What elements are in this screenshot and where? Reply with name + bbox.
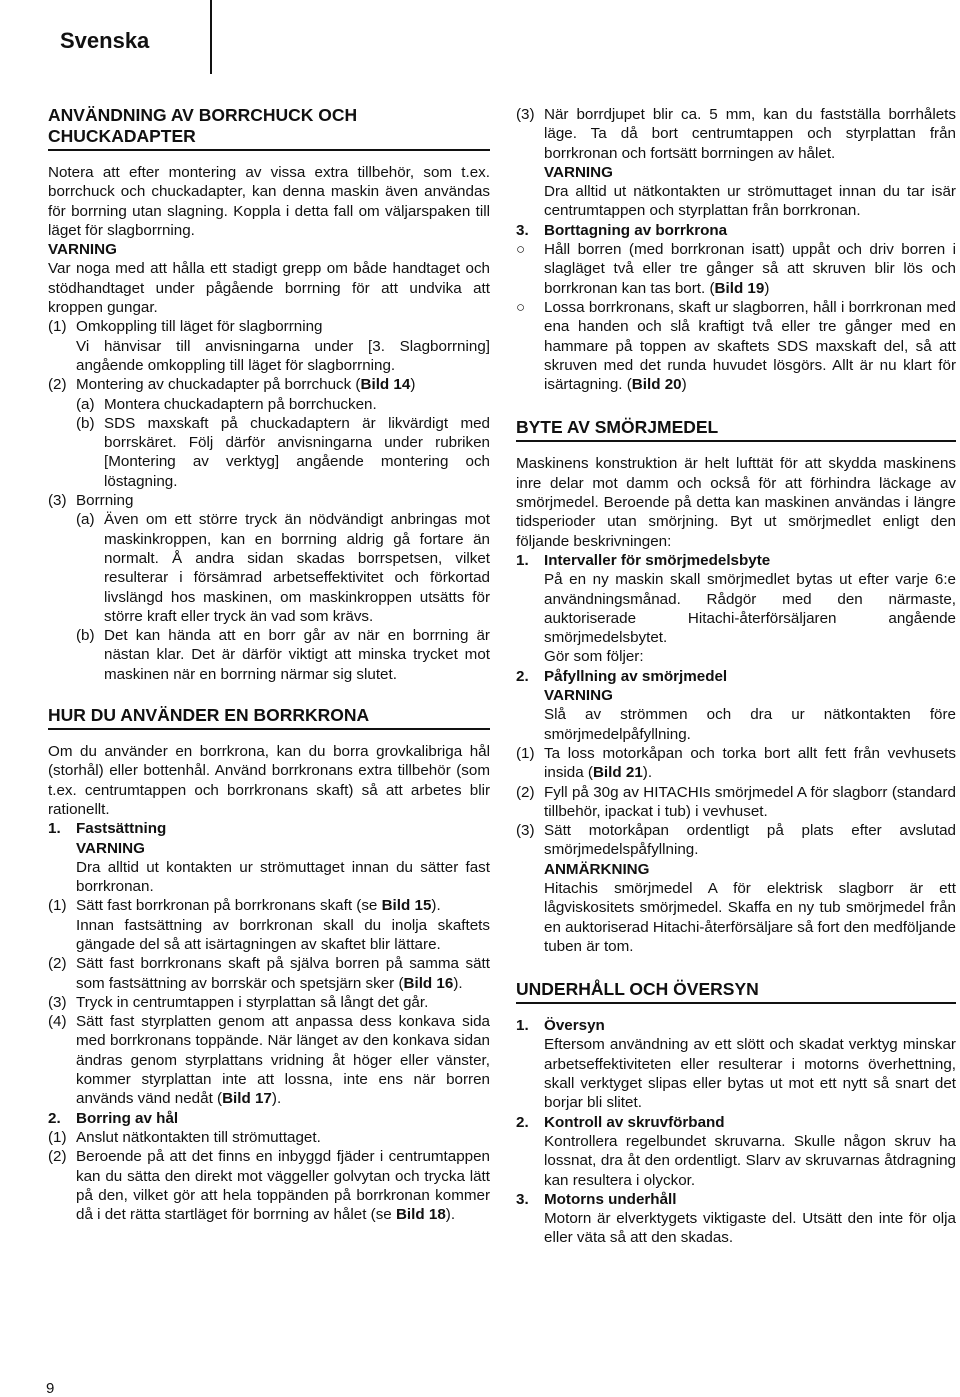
paragraph: Notera att efter montering av vissa extra tillbehör, som t.ex. borrchuck och chuckadapter, kan denna maskin även användas för borrning utan slagning. Koppla i detta fall om väljarspaken till läget för slagborrning. <box>48 164 490 239</box>
paragraph: På en ny maskin skall smörjmedlet bytas ut efter varje 6:e användningsmånad. Rådgör med den närmaste, auktoriserade Hitachi-återförsäljaren angående smörjmedelsbytet. <box>544 571 956 647</box>
item-text: Borrning <box>76 492 134 510</box>
item-number: (2) <box>48 376 67 394</box>
note-label: ANMÄRKNING <box>544 860 650 878</box>
figure-ref: Bild 16 <box>403 974 454 992</box>
list-item <box>48 491 490 684</box>
paragraph: Motorn är elverktygets viktigaste del. Utsätt den inte för olja eller väta så att den skadas. <box>544 1210 956 1247</box>
section-heading-borrkrona: HUR DU ANVÄNDER EN BORRKRONA <box>48 705 490 730</box>
numbered-heading: 3. Motorns underhåll <box>516 1190 677 1208</box>
numbered-heading: 2. Påfyllning av smörjmedel <box>516 667 728 685</box>
section-heading-underhall: UNDERHÅLL OCH ÖVERSYN <box>516 979 956 1004</box>
list-item: (3) När borrdjupet blir ca. 5 mm, kan du fastställa borrhålets läge. Ta då bort centrumtappen och styrplattan från borrkronan och fortsätt borrningen av hålet. VARNING Dra alltid ut nätkontakten ur strömuttaget innan du tar isär centrumtappen och styrplattan från borrkronan. <box>516 106 956 220</box>
list-item: (2) Beroende på att det finns en inbyggd fjäder i centrumtappen kan du sätta den direkt mot väggeller golvytan och trycka lätt på den, vilket gör att hela toppänden på borrkronan kommer då i det rätta startläget för borrning av hålet (se Bild 18). <box>48 1148 490 1224</box>
numbered-heading: 2. Kontroll av skruvförband <box>516 1113 725 1131</box>
figure-ref: Bild 21 <box>592 764 643 782</box>
circle-bullet-icon: ○ <box>516 241 526 259</box>
right-column <box>516 105 956 1248</box>
sub-item: (b) SDS maxskaft på chuckadaptern är likvärdigt med borrskäret. Följ därför anvisningarna under rubriken [Montering av verktyg] angående montering och löstagning. <box>76 414 490 490</box>
list-item <box>48 317 490 375</box>
warning-label: VARNING <box>76 839 145 857</box>
item-text: Omkoppling till läget för slagborrning <box>76 318 323 336</box>
list-item: (4) Sätt fast styrplatten genom att anpassa dess konkava sida med borrkronans toppände. När länget av den konkava sidan ändras genom styrplattans vridning åt höger eller vänster, kommer styrplattan inte att lossna, inte ens när borren används vänd nedåt (Bild 17). <box>48 1013 490 1108</box>
figure-ref: Bild 14 <box>360 376 411 394</box>
list-item: (1) Sätt fast borrkronan på borrkronans skaft (se Bild 15). Innan fastsättning av borrkronan skall du inolja skaftets gängade del så att isärtagningen av skaftet blir lättare. <box>48 897 490 953</box>
warning-text: Var noga med att hålla ett stadigt grepp om både handtaget och stödhandtaget under pågående borrning för att undvika att kroppen gungar. <box>48 260 490 317</box>
language-tab <box>0 0 212 74</box>
circle-bullet-icon: ○ <box>516 298 526 316</box>
paragraph: Eftersom användning av ett slött och skadat verktyg minskar arbetseffektiviteten eller resulterar i motorns överhettning, skall verktyget slipas eller bytas ut mot ett nytt så snart det borjar bli slitet. <box>544 1036 956 1112</box>
warning-label: VARNING <box>48 241 117 259</box>
figure-ref: Bild 20 <box>631 376 682 394</box>
numbered-heading: 1. Översyn <box>516 1017 605 1035</box>
warning-text: Dra alltid ut nätkontakten ur strömuttaget innan du tar isär centrumtappen och styrplattan från borrkronan. <box>544 183 956 220</box>
warning-label: VARNING <box>544 687 613 705</box>
paragraph: Gör som följer: <box>544 648 644 666</box>
item-text: Montering av chuckadapter på borrchuck (Bild 14) <box>76 376 416 394</box>
list-item: (3) Sätt motorkåpan ordentligt på plats efter avslutad smörjmedelspåfyllning. ANMÄRKNING Hitachis smörjmedel A för elektrisk slagborr är ett lågviskositets smörjmedel. Skaffa en ny tub smörjmedel från en auktoriserad Hitachi-återförsäljare så fort den medföljande tuben är tom. <box>516 822 956 955</box>
numbered-heading: 1. Intervaller för smörjmedelsbyte <box>516 551 771 569</box>
left-column <box>48 105 490 1224</box>
sub-item: (a) Montera chuckadaptern på borrchucken. <box>76 395 377 413</box>
list-item <box>48 375 490 491</box>
paragraph: Maskinens konstruktion är helt lufttät för att skydda maskinens inre delar mot damm och också för att förhindra läckage av smörjmedel. Beroende på detta kan maskinen användas i längre tidsperioder utan smörjning. Byt ut smörjmedlet enligt den följande beskrivningen: <box>516 455 956 550</box>
sub-item: (b) Det kan hända att en borr går av när en borrning är nästan klar. Det är därför viktigt att minska trycket mot maskinen när en borrning närmar sig slutet. <box>76 627 490 683</box>
bullet-item: ○ Håll borren (med borrkronan isatt) uppåt och driv borren i slagläget två eller tre gånger så att skruven blir lös och borrkronan kan tas bort. (Bild 19) <box>516 241 956 297</box>
list-item: (2) Sätt fast borrkronans skaft på själva borren på samma sätt som fastsättning av borrskär och spetsjärn sker (Bild 16). <box>48 955 490 992</box>
figure-ref: Bild 18 <box>395 1206 446 1224</box>
paragraph: Om du använder en borrkrona, kan du borra grovkalibriga hål (storhål) eller bottenhål. Använd borrkronans extra tillbehör (som t.ex. centrumtappen och borrkronans skaft) så att arbetes blir rationellt. <box>48 743 490 818</box>
list-item: (3) Tryck in centrumtappen i styrplattan så långt det går. <box>48 993 429 1011</box>
figure-ref: Bild 19 <box>714 279 765 297</box>
section-heading-smorjmedel: BYTE AV SMÖRJMEDEL <box>516 417 956 442</box>
note-text: Hitachis smörjmedel A för elektrisk slagborr är ett lågviskositets smörjmedel. Skaffa en ny tub smörjmedel från en auktoriserad Hitachi-återförsäljare så fort den medföljande tuben är tom. <box>544 879 956 955</box>
section-heading-borrchuck: ANVÄNDNING AV BORRCHUCK OCH CHUCKADAPTER <box>48 105 490 151</box>
paragraph: Kontrollera regelbundet skruvarna. Skulle någon skruv ha lossnat, dra åt den ordentligt. Slarv av skruvarnas åtdragning kan resultera i olyckor. <box>544 1132 956 1189</box>
list-item: (2) Fyll på 30g av HITACHIs smörjmedel A för slagborr (standard tillbehör, ipackat i tub) i vevhuset. <box>516 783 956 820</box>
figure-ref: Bild 17 <box>222 1090 272 1108</box>
language-title: Svenska <box>60 28 150 53</box>
numbered-heading: 2. Borring av hål <box>48 1109 179 1127</box>
warning-text: Dra alltid ut kontakten ur strömuttaget innan du sätter fast borrkronan. <box>76 858 490 896</box>
list-item: (1) Anslut nätkontakten till strömuttaget. <box>48 1128 321 1146</box>
warning-text: Slå av strömmen och dra ur nätkontakten före smörjmedelpåfyllning. <box>544 706 956 743</box>
item-text: Vi hänvisar till anvisningarna under [3. Slagborrning] angående omkoppling till läget för slagborrning. <box>76 337 490 374</box>
page-number: 9 <box>46 1380 55 1397</box>
numbered-heading: 1. Fastsättning <box>48 820 167 838</box>
item-number: (1) <box>48 318 67 336</box>
numbered-heading: 3. Borttagning av borrkrona <box>516 221 728 239</box>
bullet-item: ○ Lossa borrkronans, skaft ur slagborren, håll i borrkronan med ena handen och slå kraftigt två eller tre gånger med en hammare på toppen av skaftets SDS maxskaft del, så att skruven med det runda huvudet lösgörs. Allt är nu klart för isärtagning. (Bild 20) <box>516 298 956 394</box>
figure-ref: Bild 15 <box>381 897 432 915</box>
warning-label: VARNING <box>544 163 613 181</box>
item-number: (3) <box>48 492 67 510</box>
sub-item: (a) Även om ett större tryck än nödvändigt anbringas mot maskinkroppen, kan en borrning aldrig gå fortare än normalt. Å andra sidan skadas borrspetsen, vilket resulterar i försämrad arbetseffektivitet och förkortad livslängd hos maskinen, om maskinkroppen utsätts för större kraft eller tryck än vad som krävs. <box>76 511 490 625</box>
list-item: (1) Ta loss motorkåpan och torka bort allt fett från vevhusets insida (Bild 21). <box>516 744 956 782</box>
